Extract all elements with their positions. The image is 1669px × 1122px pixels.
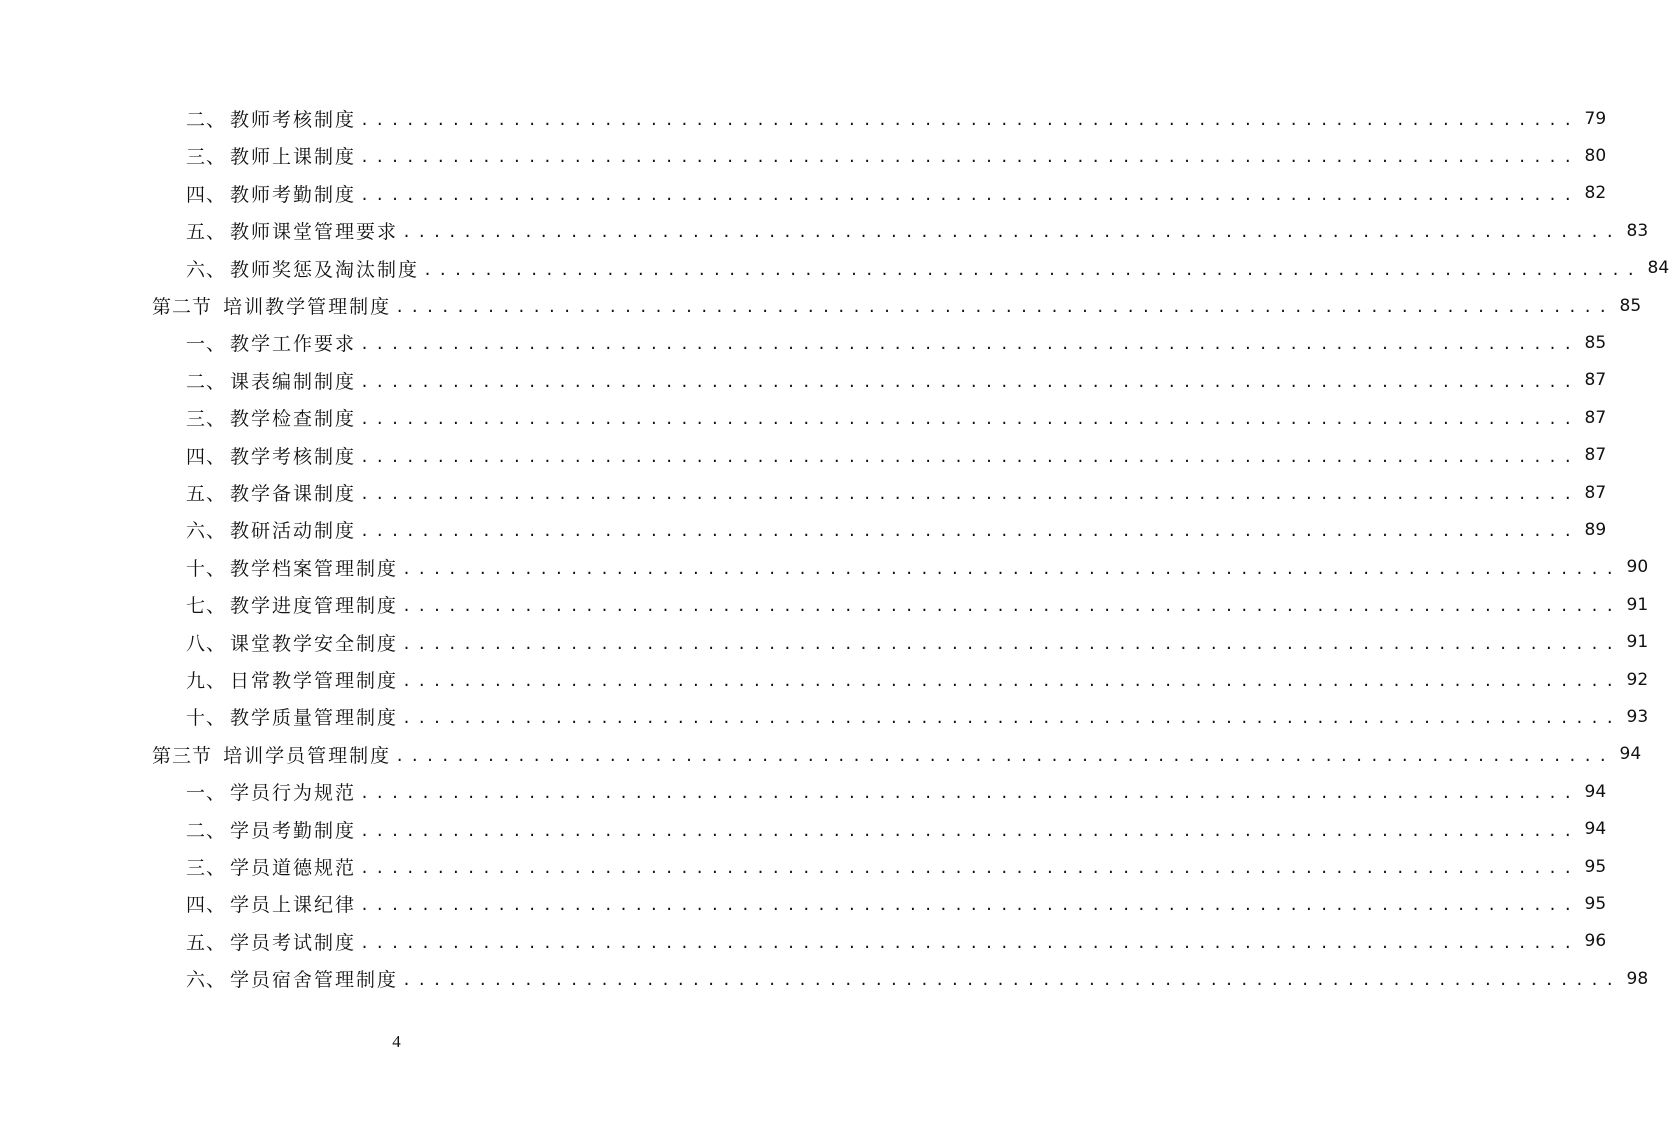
toc-entry[interactable] <box>186 212 1649 249</box>
toc-entry[interactable] <box>186 362 1607 399</box>
toc-entry-separator: 、 <box>206 333 227 356</box>
toc-entry-title: 教学备课制度 <box>230 483 357 505</box>
toc-entry-page: 94 <box>1584 819 1607 840</box>
toc-entry-title: 教研活动制度 <box>230 520 357 543</box>
toc-entry-separator: 、 <box>206 819 227 842</box>
toc-entry-title: 培训教学管理制度 <box>223 296 392 318</box>
toc-entry-separator: 、 <box>206 183 227 206</box>
toc-entry-separator: 、 <box>206 258 227 281</box>
toc-leader-dots: ................................................................................ <box>402 709 1621 728</box>
toc-entry-page: 82 <box>1584 183 1607 204</box>
toc-leader-dots: ................................................................................ <box>360 859 1579 877</box>
toc-entry-page: 79 <box>1584 108 1607 129</box>
toc-entry[interactable] <box>152 736 1642 773</box>
toc-leader-dots: ................................................................................ <box>402 597 1621 616</box>
toc-entry-separator: 、 <box>206 557 227 580</box>
toc-entry-separator: 、 <box>206 969 227 992</box>
toc-leader-dots: ................................................................................ <box>360 821 1579 840</box>
toc-entry-page: 93 <box>1626 706 1649 727</box>
toc-entry-page: 95 <box>1584 856 1607 877</box>
toc-leader-dots: ................................................................................ <box>402 971 1621 990</box>
toc-leader-dots: ................................................................................ <box>423 260 1642 279</box>
toc-entry-page: 98 <box>1626 968 1649 989</box>
toc-leader-dots: ................................................................................ <box>360 784 1579 803</box>
toc-entry-number: 三 <box>186 857 207 879</box>
toc-entry[interactable] <box>186 624 1649 661</box>
toc-entry-title: 教师考核制度 <box>230 109 357 131</box>
toc-entry-title: 教学进度管理制度 <box>230 595 399 618</box>
toc-entry-number: 三 <box>186 408 207 431</box>
toc-entry-title: 学员考试制度 <box>230 931 357 954</box>
toc-entry-page: 87 <box>1584 482 1607 503</box>
toc-entry-number: 十 <box>186 707 207 730</box>
toc-leader-dots: ................................................................................ <box>360 485 1579 503</box>
toc-entry[interactable] <box>186 324 1607 361</box>
toc-entry[interactable] <box>186 586 1649 623</box>
toc-entry-number: 一 <box>186 333 207 356</box>
toc-entry[interactable] <box>186 100 1607 137</box>
toc-entry[interactable] <box>186 474 1607 511</box>
toc-entry-number: 六 <box>186 520 207 543</box>
toc-entry-number: 九 <box>186 670 207 692</box>
toc-entry-separator <box>212 295 219 317</box>
toc-entry-separator: 、 <box>206 670 227 692</box>
toc-entry-page: 95 <box>1584 893 1607 914</box>
toc-entry-number: 七 <box>186 595 207 618</box>
toc-entry[interactable] <box>186 960 1649 997</box>
toc-entry-title: 教学档案管理制度 <box>230 557 399 580</box>
toc-entry-number: 十 <box>186 557 207 580</box>
toc-leader-dots: ................................................................................ <box>360 111 1579 129</box>
toc-entry-title: 日常教学管理制度 <box>230 670 399 692</box>
toc-entry-number: 第三节 <box>152 744 213 767</box>
toc-entry-title: 学员道德规范 <box>230 857 357 879</box>
toc-entry[interactable] <box>186 661 1649 698</box>
toc-entry-page: 87 <box>1584 445 1607 466</box>
toc-entry-separator: 、 <box>206 221 227 244</box>
toc-entry-separator: 、 <box>206 408 227 431</box>
toc-entry-number: 五 <box>186 483 207 505</box>
toc-entry-number: 六 <box>186 969 207 992</box>
toc-entry-separator: 、 <box>206 782 227 805</box>
toc-entry-title: 学员考勤制度 <box>230 819 357 842</box>
toc-entry-title: 学员行为规范 <box>230 782 357 805</box>
toc-leader-dots: ................................................................................ <box>360 447 1579 466</box>
toc-entry-number: 第二节 <box>152 296 213 318</box>
toc-entry-number: 四 <box>186 445 207 468</box>
toc-entry[interactable] <box>186 511 1607 548</box>
toc-entry-page: 83 <box>1626 220 1649 241</box>
toc-entry-separator: 、 <box>206 931 227 954</box>
toc-entry[interactable] <box>186 885 1607 922</box>
toc-entry-title: 教师课堂管理要求 <box>230 221 399 244</box>
toc-entry[interactable] <box>186 923 1607 960</box>
toc-entry-separator: 、 <box>206 595 227 618</box>
toc-entry[interactable] <box>186 549 1649 586</box>
toc-entry-title: 学员上课纪律 <box>230 894 357 917</box>
page-number: 4 <box>392 1032 401 1051</box>
toc-entry-separator: 、 <box>206 445 227 468</box>
toc-entry-number: 一 <box>186 782 207 805</box>
toc-entry-number: 二 <box>186 109 207 131</box>
toc-entry[interactable] <box>186 250 1669 287</box>
toc-entry-title: 教师考勤制度 <box>230 183 357 206</box>
toc-entry-number: 五 <box>186 931 207 954</box>
toc-entry-page: 87 <box>1584 407 1607 428</box>
toc-entry-number: 五 <box>186 221 207 244</box>
toc-entry-title: 教师奖惩及淘汰制度 <box>230 258 420 281</box>
toc-entry-separator: 、 <box>206 109 227 131</box>
toc-entry[interactable] <box>186 399 1607 436</box>
toc-entry-separator: 、 <box>206 707 227 730</box>
toc-entry-title: 教学质量管理制度 <box>230 707 399 730</box>
toc-entry[interactable] <box>186 773 1607 810</box>
toc-entry-page: 90 <box>1626 557 1649 578</box>
toc-entry-number: 三 <box>186 146 207 169</box>
toc-entry[interactable] <box>186 137 1607 174</box>
toc-entry-title: 教学工作要求 <box>230 333 357 356</box>
toc-entry-page: 89 <box>1584 519 1607 540</box>
toc-entry-page: 94 <box>1584 781 1607 802</box>
toc-leader-dots: ................................................................................ <box>395 298 1614 316</box>
toc-entry-separator: 、 <box>206 520 227 543</box>
toc-leader-dots: ................................................................................ <box>360 335 1579 354</box>
toc-entry-page: 85 <box>1619 295 1642 316</box>
toc-leader-dots: ................................................................................ <box>360 410 1579 429</box>
toc-leader-dots: ................................................................................ <box>402 559 1621 578</box>
toc-entry-title: 教师上课制度 <box>230 146 357 169</box>
toc-entry-separator: 、 <box>206 146 227 169</box>
toc-leader-dots: ................................................................................ <box>402 672 1621 690</box>
toc-entry-title: 课表编制制度 <box>230 370 357 393</box>
toc-entry-page: 84 <box>1647 258 1669 279</box>
toc-entry-separator: 、 <box>206 370 227 393</box>
toc-leader-dots: ................................................................................ <box>402 634 1621 653</box>
toc-entry-page: 80 <box>1584 145 1607 166</box>
toc-entry-title: 教学检查制度 <box>230 408 357 431</box>
toc-entry-page: 85 <box>1584 332 1607 353</box>
toc-entry-page: 92 <box>1626 669 1649 690</box>
toc-leader-dots: ................................................................................ <box>360 148 1579 167</box>
toc-entry-page: 91 <box>1626 632 1649 653</box>
toc-entry[interactable] <box>152 287 1642 324</box>
toc-entry[interactable] <box>186 848 1607 885</box>
toc-entry-title: 课堂教学安全制度 <box>230 632 399 655</box>
toc-entry-separator: 、 <box>206 857 227 879</box>
toc-entry[interactable] <box>186 175 1607 212</box>
toc-entry-title: 学员宿舍管理制度 <box>230 969 399 992</box>
toc-entry-number: 二 <box>186 819 207 842</box>
toc-leader-dots: ................................................................................ <box>360 933 1579 952</box>
toc-leader-dots: ................................................................................ <box>360 185 1579 204</box>
toc-leader-dots: ................................................................................ <box>395 746 1614 765</box>
toc-entry-page: 94 <box>1619 744 1642 765</box>
toc-entry-number: 四 <box>186 894 207 917</box>
toc-entry-number: 四 <box>186 183 207 206</box>
toc-entry-number: 二 <box>186 370 207 393</box>
toc-leader-dots: ................................................................................ <box>402 223 1621 242</box>
toc-entry-title: 培训学员管理制度 <box>223 744 392 767</box>
toc-entry-page: 87 <box>1584 370 1607 391</box>
toc-entry[interactable] <box>186 437 1607 474</box>
toc-entry[interactable] <box>186 698 1649 735</box>
toc-entry-page: 91 <box>1626 594 1649 615</box>
toc-entry-separator <box>212 743 219 765</box>
toc-entry-page: 96 <box>1584 931 1607 952</box>
toc-entry-number: 六 <box>186 258 207 281</box>
toc-entry-separator: 、 <box>206 483 227 505</box>
toc-leader-dots: ................................................................................ <box>360 522 1579 541</box>
toc-entry-number: 八 <box>186 632 207 655</box>
toc-entry-separator: 、 <box>206 632 227 655</box>
toc-entry[interactable] <box>186 811 1607 848</box>
toc-leader-dots: ................................................................................ <box>360 372 1579 391</box>
toc-entry-title: 教学考核制度 <box>230 445 357 468</box>
toc-entry-separator: 、 <box>206 894 227 917</box>
toc-leader-dots: ................................................................................ <box>360 896 1579 915</box>
